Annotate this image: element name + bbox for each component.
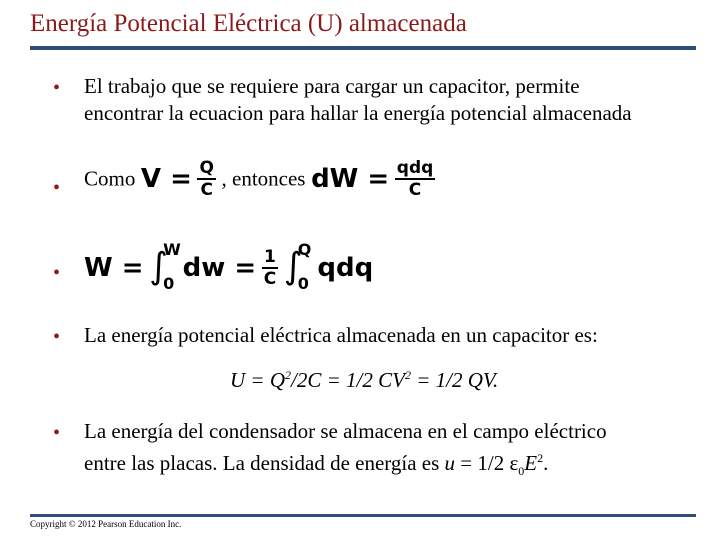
bullet-5-line-2-end: . xyxy=(543,451,549,475)
formula-part-b: /2C = 1/2 CV xyxy=(291,368,405,392)
formula-exponent: 2 xyxy=(285,368,292,382)
formula-part-a: U = Q xyxy=(230,368,286,392)
title-underline xyxy=(30,46,696,50)
bullet-marker: • xyxy=(53,326,61,348)
integral-lower-limit: 0 xyxy=(163,274,175,293)
energy-density-symbol: u xyxy=(444,451,456,475)
bullet-marker: • xyxy=(53,177,61,199)
energy-formula xyxy=(230,368,498,393)
fraction-denominator: C xyxy=(263,269,277,289)
fraction-numerator: Q xyxy=(199,158,214,178)
q-over-c-fraction xyxy=(197,158,215,200)
bullet-5-text xyxy=(84,418,607,485)
bullet-5-line-2-b: = 1/2 ε xyxy=(455,451,519,475)
qdq-over-c-fraction xyxy=(395,158,436,200)
bullet-marker: • xyxy=(53,262,61,284)
bullet-5-line-1: La energía del condensador se almacena en el campo eléctrico xyxy=(84,419,607,443)
qdq-integrand: qdq xyxy=(317,253,374,283)
formula-exponent: 2 xyxy=(404,368,411,382)
dw-equals: dW = xyxy=(311,164,390,194)
integral-symbol: ∫ xyxy=(149,246,168,287)
integral-upper-limit: W xyxy=(163,240,181,259)
bullet-1-text xyxy=(84,73,632,127)
integral-upper-limit: Q xyxy=(297,240,312,259)
integral-lower-limit: 0 xyxy=(297,274,309,293)
electric-field-symbol: E xyxy=(524,451,538,475)
como-label: Como xyxy=(84,166,136,191)
v-equals: V = xyxy=(140,164,192,194)
bullet-5-line-2 xyxy=(84,445,607,485)
one-over-c-fraction xyxy=(262,247,278,289)
bullet-marker: • xyxy=(53,77,61,99)
footer-rule xyxy=(30,514,696,517)
bullet-5-line-2-a: entre las placas. La densidad de energía es xyxy=(84,451,445,475)
bullet-1-line-1: El trabajo que se requiere para cargar un capacitor, permite xyxy=(84,74,580,98)
fraction-numerator: qdq xyxy=(396,158,434,178)
dw-integrand: dw = xyxy=(182,253,257,283)
field-exponent: 2 xyxy=(537,451,544,465)
w-equals: W = xyxy=(84,253,144,283)
copyright-footer: Copyright © 2012 Pearson Education Inc. xyxy=(30,519,182,529)
fraction-denominator: C xyxy=(200,180,213,200)
entonces-label: , entonces xyxy=(221,166,306,191)
bullet-3-equation xyxy=(84,240,374,293)
integral-q xyxy=(283,240,312,293)
bullet-marker: • xyxy=(53,422,61,444)
bullet-4-text: La energía potencial eléctrica almacenada en un capacitor es: xyxy=(84,323,598,347)
formula-part-c: = 1/2 QV. xyxy=(410,368,499,392)
epsilon-subscript: 0 xyxy=(518,464,525,479)
slide-title: Energía Potencial Eléctrica (U) almacenada xyxy=(30,10,467,37)
bullet-1-line-2: encontrar la ecuacion para hallar la energía potencial almacenada xyxy=(84,101,632,125)
fraction-denominator: C xyxy=(408,180,422,200)
integral-symbol: ∫ xyxy=(283,246,303,287)
fraction-numerator: 1 xyxy=(262,247,278,269)
bullet-2-equation xyxy=(84,158,435,200)
integral-w xyxy=(149,240,181,293)
